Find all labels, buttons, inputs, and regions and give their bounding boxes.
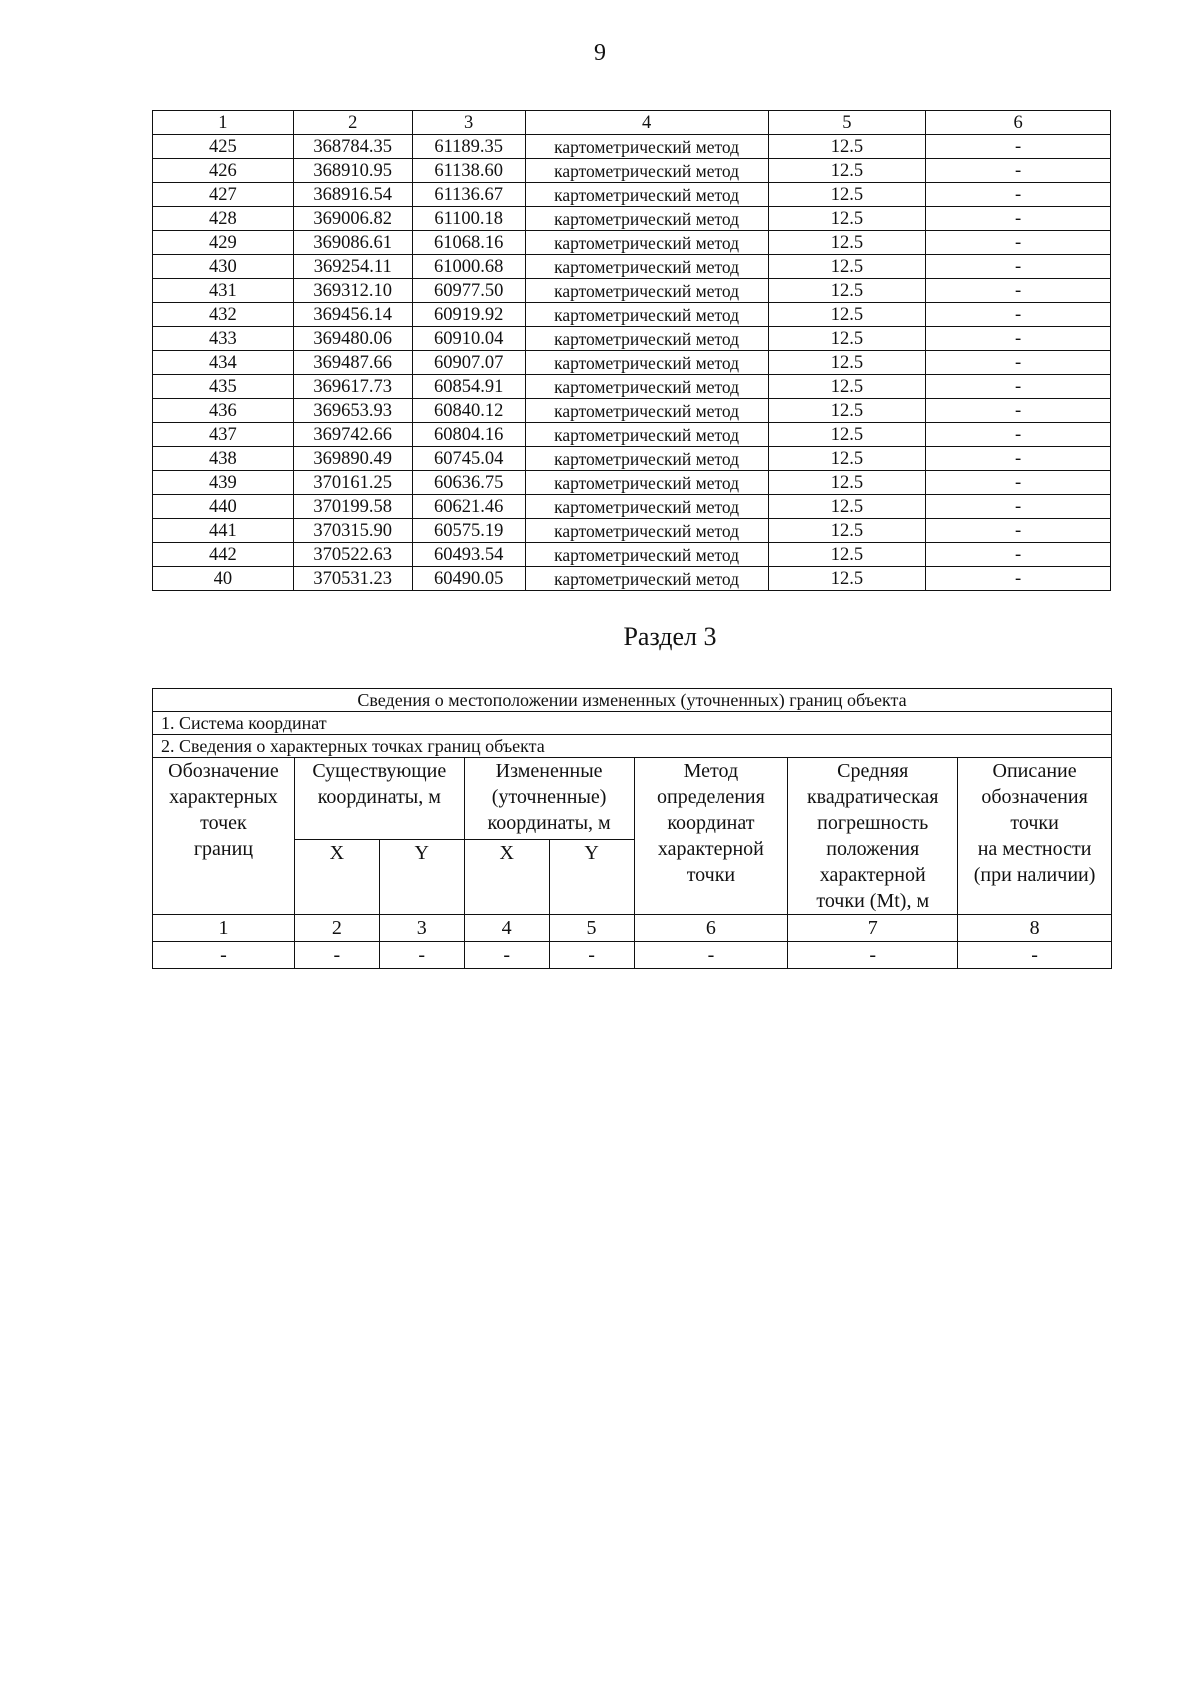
cell-mean-error: 12.5	[768, 303, 926, 327]
cell-y-coordinate: 61100.18	[412, 207, 525, 231]
value-cell-3: -	[379, 942, 464, 969]
value-cell-4: -	[464, 942, 549, 969]
cell-mean-error: 12.5	[768, 255, 926, 279]
header-point-designation: Обозначение характерных точек границ	[153, 758, 295, 915]
cell-point-number: 433	[153, 327, 294, 351]
cell-mean-error: 12.5	[768, 471, 926, 495]
table-row	[153, 303, 1111, 327]
cell-method: картометрический метод	[525, 423, 768, 447]
cell-point-number: 430	[153, 255, 294, 279]
cell-y-coordinate: 60804.16	[412, 423, 525, 447]
cell-y-coordinate: 60910.04	[412, 327, 525, 351]
cell-description: -	[926, 567, 1111, 591]
page-number: 9	[594, 40, 606, 66]
cell-description: -	[926, 159, 1111, 183]
cell-mean-error: 12.5	[768, 351, 926, 375]
cell-point-number: 442	[153, 543, 294, 567]
section-title: Раздел 3	[623, 622, 717, 651]
cell-mean-error: 12.5	[768, 135, 926, 159]
cell-method: картометрический метод	[525, 351, 768, 375]
header-cell-y-coordinate: 3	[412, 111, 525, 135]
cell-point-number: 426	[153, 159, 294, 183]
cell-method: картометрический метод	[525, 471, 768, 495]
cell-x-coordinate: 369312.10	[293, 279, 412, 303]
cell-description: -	[926, 327, 1111, 351]
cell-method: картометрический метод	[525, 543, 768, 567]
cell-x-coordinate: 368910.95	[293, 159, 412, 183]
cell-description: -	[926, 231, 1111, 255]
cell-y-coordinate: 60977.50	[412, 279, 525, 303]
cell-y-coordinate: 60575.19	[412, 519, 525, 543]
cell-method: картометрический метод	[525, 231, 768, 255]
cell-description: -	[926, 471, 1111, 495]
table-row	[153, 135, 1111, 159]
cell-mean-error: 12.5	[768, 543, 926, 567]
cell-x-coordinate: 370531.23	[293, 567, 412, 591]
cell-point-number: 436	[153, 399, 294, 423]
values-row	[153, 942, 1112, 969]
cell-mean-error: 12.5	[768, 279, 926, 303]
header-existing-coords: Существующие координаты, м	[294, 758, 464, 840]
column-number-2: 2	[294, 915, 379, 942]
header-cell-x-coordinate: 2	[293, 111, 412, 135]
cell-x-coordinate: 369480.06	[293, 327, 412, 351]
coordinate-system-line: 1. Система координат	[153, 712, 1112, 735]
cell-x-coordinate: 369890.49	[293, 447, 412, 471]
section3-table	[152, 688, 1112, 969]
cell-method: картометрический метод	[525, 567, 768, 591]
table-row	[153, 567, 1111, 591]
header-cell-method: 4	[525, 111, 768, 135]
table-row	[153, 471, 1111, 495]
header-cell-point-number: 1	[153, 111, 294, 135]
cell-x-coordinate: 370161.25	[293, 471, 412, 495]
cell-x-coordinate: 369006.82	[293, 207, 412, 231]
cell-method: картометрический метод	[525, 159, 768, 183]
cell-mean-error: 12.5	[768, 495, 926, 519]
cell-description: -	[926, 279, 1111, 303]
table-row	[153, 207, 1111, 231]
sub-header-x-existing: X	[294, 839, 379, 914]
cell-mean-error: 12.5	[768, 447, 926, 471]
cell-mean-error: 12.5	[768, 207, 926, 231]
cell-point-number: 439	[153, 471, 294, 495]
cell-method: картометрический метод	[525, 399, 768, 423]
cell-method: картометрический метод	[525, 207, 768, 231]
cell-point-number: 40	[153, 567, 294, 591]
cell-y-coordinate: 60621.46	[412, 495, 525, 519]
column-number-4: 4	[464, 915, 549, 942]
header-description: Описание обозначения точки на местности (при наличии)	[958, 758, 1112, 915]
cell-x-coordinate: 369487.66	[293, 351, 412, 375]
cell-method: картометрический метод	[525, 375, 768, 399]
sub-header-y-changed: Y	[549, 839, 634, 914]
cell-description: -	[926, 399, 1111, 423]
table-row	[153, 399, 1111, 423]
table-row	[153, 183, 1111, 207]
cell-y-coordinate: 61189.35	[412, 135, 525, 159]
cell-point-number: 440	[153, 495, 294, 519]
cell-y-coordinate: 60919.92	[412, 303, 525, 327]
cell-x-coordinate: 369653.93	[293, 399, 412, 423]
cell-mean-error: 12.5	[768, 183, 926, 207]
header-method: Метод определения координат характерной точки	[634, 758, 788, 915]
cell-method: картометрический метод	[525, 447, 768, 471]
cell-x-coordinate: 368916.54	[293, 183, 412, 207]
cell-point-number: 434	[153, 351, 294, 375]
cell-point-number: 425	[153, 135, 294, 159]
cell-description: -	[926, 135, 1111, 159]
cell-y-coordinate: 60907.07	[412, 351, 525, 375]
header-cell-mean-error: 5	[768, 111, 926, 135]
cell-x-coordinate: 369617.73	[293, 375, 412, 399]
cell-method: картометрический метод	[525, 135, 768, 159]
value-cell-6: -	[634, 942, 788, 969]
cell-description: -	[926, 495, 1111, 519]
cell-point-number: 432	[153, 303, 294, 327]
cell-method: картометрический метод	[525, 519, 768, 543]
cell-x-coordinate: 369742.66	[293, 423, 412, 447]
cell-point-number: 429	[153, 231, 294, 255]
table-row	[153, 327, 1111, 351]
value-cell-1: -	[153, 942, 295, 969]
column-numbers-row	[153, 915, 1112, 942]
cell-x-coordinate: 370315.90	[293, 519, 412, 543]
value-cell-8: -	[958, 942, 1112, 969]
cell-description: -	[926, 255, 1111, 279]
table-row	[153, 519, 1111, 543]
points-info-line: 2. Сведения о характерных точках границ объекта	[153, 735, 1112, 758]
cell-description: -	[926, 351, 1111, 375]
cell-y-coordinate: 60493.54	[412, 543, 525, 567]
header-changed-coords: Измененные (уточненные) координаты, м	[464, 758, 634, 840]
cell-point-number: 438	[153, 447, 294, 471]
cell-method: картометрический метод	[525, 495, 768, 519]
sub-header-x-changed: X	[464, 839, 549, 914]
column-number-6: 6	[634, 915, 788, 942]
value-cell-2: -	[294, 942, 379, 969]
column-number-7: 7	[788, 915, 958, 942]
cell-point-number: 428	[153, 207, 294, 231]
column-number-8: 8	[958, 915, 1112, 942]
cell-description: -	[926, 423, 1111, 447]
cell-mean-error: 12.5	[768, 423, 926, 447]
table-row	[153, 231, 1111, 255]
value-cell-5: -	[549, 942, 634, 969]
cell-mean-error: 12.5	[768, 567, 926, 591]
cell-x-coordinate: 368784.35	[293, 135, 412, 159]
cell-mean-error: 12.5	[768, 399, 926, 423]
table-row	[153, 279, 1111, 303]
cell-y-coordinate: 60854.91	[412, 375, 525, 399]
cell-mean-error: 12.5	[768, 231, 926, 255]
cell-method: картометрический метод	[525, 183, 768, 207]
value-cell-7: -	[788, 942, 958, 969]
cell-mean-error: 12.5	[768, 159, 926, 183]
header-mean-error: Средняя квадратическая погрешность положения характерной точки (Mt), м	[788, 758, 958, 915]
cell-method: картометрический метод	[525, 303, 768, 327]
cell-y-coordinate: 60490.05	[412, 567, 525, 591]
cell-method: картометрический метод	[525, 279, 768, 303]
cell-point-number: 437	[153, 423, 294, 447]
cell-description: -	[926, 519, 1111, 543]
column-number-1: 1	[153, 915, 295, 942]
section3-caption: Сведения о местоположении измененных (уточненных) границ объекта	[153, 689, 1112, 712]
cell-method: картометрический метод	[525, 255, 768, 279]
cell-y-coordinate: 61136.67	[412, 183, 525, 207]
cell-description: -	[926, 183, 1111, 207]
cell-description: -	[926, 207, 1111, 231]
cell-y-coordinate: 61138.60	[412, 159, 525, 183]
cell-y-coordinate: 60636.75	[412, 471, 525, 495]
coordinates-table	[152, 110, 1111, 591]
cell-description: -	[926, 447, 1111, 471]
cell-description: -	[926, 543, 1111, 567]
header-row	[153, 111, 1111, 135]
table-row	[153, 447, 1111, 471]
cell-description: -	[926, 375, 1111, 399]
cell-mean-error: 12.5	[768, 519, 926, 543]
column-number-5: 5	[549, 915, 634, 942]
table-row	[153, 423, 1111, 447]
cell-mean-error: 12.5	[768, 375, 926, 399]
cell-x-coordinate: 369086.61	[293, 231, 412, 255]
cell-x-coordinate: 370199.58	[293, 495, 412, 519]
cell-point-number: 427	[153, 183, 294, 207]
cell-y-coordinate: 60745.04	[412, 447, 525, 471]
cell-point-number: 435	[153, 375, 294, 399]
cell-x-coordinate: 370522.63	[293, 543, 412, 567]
cell-x-coordinate: 369456.14	[293, 303, 412, 327]
header-cell-description: 6	[926, 111, 1111, 135]
table-row	[153, 543, 1111, 567]
cell-point-number: 431	[153, 279, 294, 303]
cell-point-number: 441	[153, 519, 294, 543]
cell-mean-error: 12.5	[768, 327, 926, 351]
table-row	[153, 159, 1111, 183]
column-number-3: 3	[379, 915, 464, 942]
table-row	[153, 375, 1111, 399]
cell-method: картометрический метод	[525, 327, 768, 351]
sub-header-y-existing: Y	[379, 839, 464, 914]
cell-x-coordinate: 369254.11	[293, 255, 412, 279]
table-row	[153, 495, 1111, 519]
cell-description: -	[926, 303, 1111, 327]
cell-y-coordinate: 61068.16	[412, 231, 525, 255]
table-row	[153, 255, 1111, 279]
cell-y-coordinate: 61000.68	[412, 255, 525, 279]
cell-y-coordinate: 60840.12	[412, 399, 525, 423]
table-row	[153, 351, 1111, 375]
